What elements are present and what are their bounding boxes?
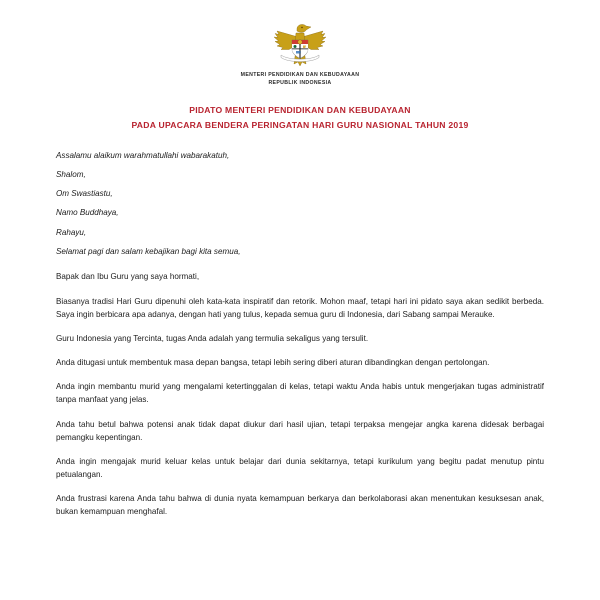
salutation: Bapak dan Ibu Guru yang saya hormati, (56, 271, 200, 281)
greeting-line: Selamat pagi dan salam kebajikan bagi kita semua, (56, 246, 241, 256)
title-line-2: PADA UPACARA BENDERA PERINGATAN HARI GURU NASIONAL TAHUN 2019 (131, 120, 469, 131)
ministry-name-line-2: REPUBLIK INDONESIA (268, 79, 332, 86)
speech-body (56, 149, 544, 518)
greeting-line: Rahayu, (56, 227, 87, 237)
body-paragraph: Anda ditugasi untuk membentuk masa depan bangsa, tetapi lebih sering diberi aturan dibandingkan dengan pertolongan. (56, 358, 490, 368)
title-line-1: PIDATO MENTERI PENDIDIKAN DAN KEBUDAYAAN (189, 105, 411, 116)
greeting-line: Assalamu alaikum warahmatullahi wabarakatuh, (56, 151, 230, 161)
body-paragraph: Anda frustrasi karena Anda tahu bahwa di dunia nyata kemampuan berkarya dan berkolaborasi akan menentukan kesuksesan anak, bukan kemampuan menghafal. (56, 493, 544, 517)
letterhead-inner (241, 18, 360, 87)
greeting-line: Namo Buddhaya, (56, 208, 119, 218)
body-paragraph: Anda ingin mengajak murid keluar kelas untuk belajar dari dunia sekitarnya, tetapi kurikulum yang begitu padat menutup pintu petualangan. (56, 456, 544, 479)
body-paragraph: Biasanya tradisi Hari Guru dipenuhi oleh kata-kata inspiratif dan retorik. Mohon maaf, tetapi hari ini pidato saya akan sedikit berbeda. Saya ingin berbicara apa adanya, dengan hati yang tulus, kepada semua guru di Indonesia, dari Sabang sampai Merauke. (56, 296, 544, 319)
greeting-group (56, 149, 544, 258)
body-paragraph: Guru Indonesia yang Tercinta, tugas Anda adalah yang termulia sekaligus yang tersulit. (56, 334, 369, 344)
speech-title (56, 103, 544, 133)
greeting-line: Shalom, (56, 170, 86, 180)
ministry-name-line-1: MENTERI PENDIDIKAN DAN KEBUDAYAAN (240, 72, 360, 78)
body-paragraph: Anda ingin membantu murid yang mengalami ketertinggalan di kelas, tetapi waktu Anda habis untuk mengerjakan tugas administratif tanpa manfaat yang jelas. (56, 382, 544, 405)
garuda-pancasila-crest-icon (272, 18, 328, 68)
greeting-line: Om Swastiastu, (56, 189, 113, 199)
body-paragraph: Anda tahu betul bahwa potensi anak tidak dapat diukur dari hasil ujian, tetapi terpaksa mengejar angka karena didesak berbagai pemangku kepentingan. (56, 419, 544, 442)
letterhead (56, 18, 544, 87)
